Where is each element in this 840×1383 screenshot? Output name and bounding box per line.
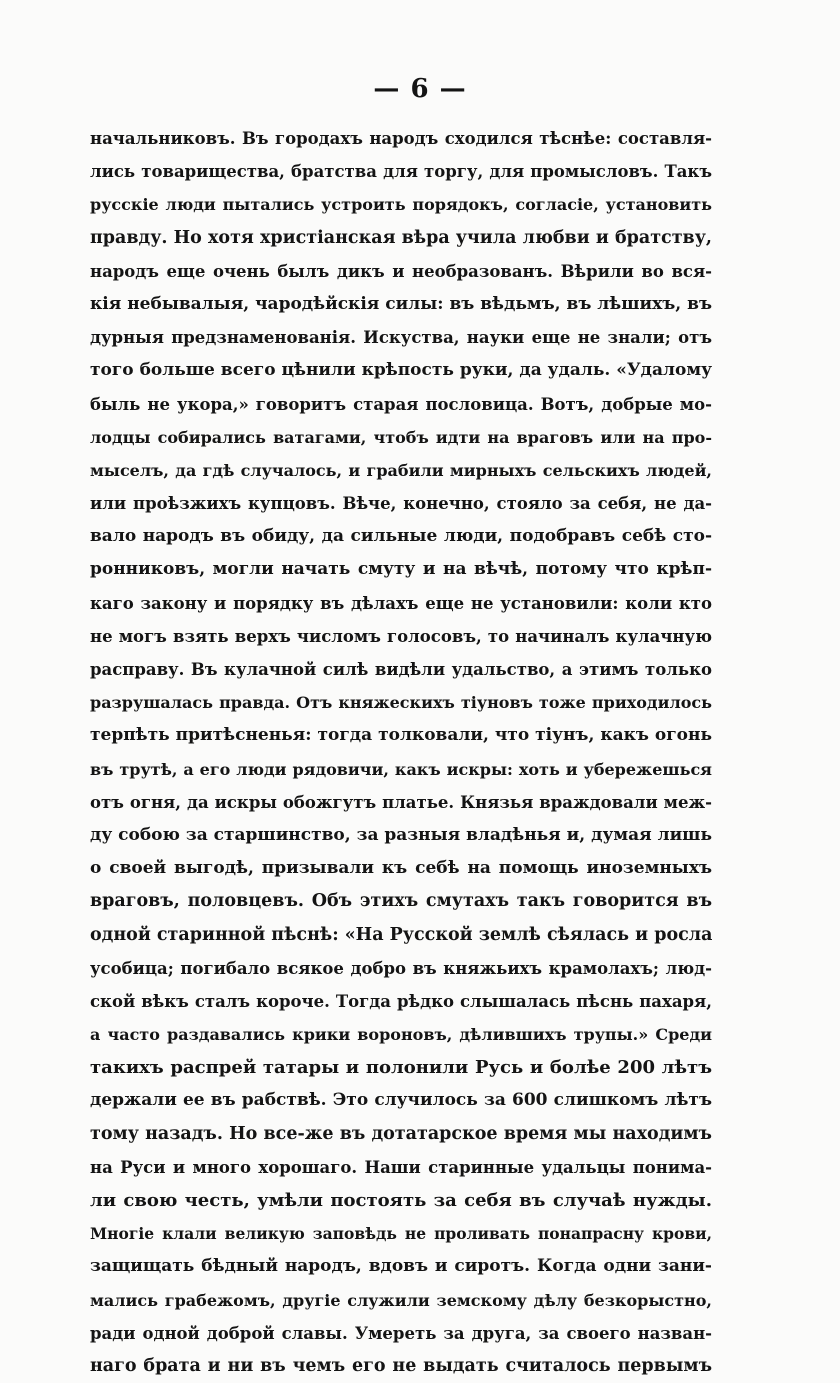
text-line: терпѣть притѣсненья: тогда толковали, что тіунъ, какъ огонь <box>90 725 712 746</box>
text-line: правду. Но хотя христіанская вѣра учила любви и братству, <box>90 227 712 248</box>
text-line: держали ее въ рабствѣ. Это случилось за 600 слишкомъ лѣтъ <box>90 1090 712 1111</box>
text-line: ради одной доброй славы. Умереть за друга, за своего назван- <box>90 1323 712 1343</box>
text-line: такихъ распрей татары и полонили Русь и болѣе 200 лѣтъ <box>90 1057 712 1079</box>
text-line: или проѣзжихъ купцовъ. Вѣче, конечно, стояло за себя, не да- <box>90 494 712 514</box>
text-line: лодцы собирались ватагами, чтобъ идти на враговъ или на про- <box>90 427 712 447</box>
text-line: не могъ взять верхъ числомъ голосовъ, то начиналъ кулачную <box>90 626 712 646</box>
text-line: Многіе клали великую заповѣдь не проливать понапрасну крови, <box>90 1224 712 1244</box>
text-line: мались грабежомъ, другіе служили земскому дѣлу безкорыстно, <box>90 1290 712 1310</box>
text-line: мыселъ, да гдѣ случалось, и грабили мирныхъ сельскихъ людей, <box>90 460 712 480</box>
text-line: наго брата и ни въ чемъ его не выдать считалось первымъ <box>90 1355 712 1376</box>
text-line: ли свою честь, умѣли постоять за себя въ случаѣ нужды. <box>90 1190 712 1211</box>
text-line: о своей выгодѣ, призывали къ себѣ на помощь иноземныхъ <box>90 858 712 879</box>
text-line: разрушалась правда. Отъ княжескихъ тіуновъ тоже приходилось <box>90 693 712 713</box>
text-line: русскіе люди пытались устроить порядокъ, согласіе, установить <box>90 195 712 215</box>
text-line: лись товарищества, братства для торгу, для промысловъ. Такъ <box>90 162 712 182</box>
body-text <box>90 122 712 1383</box>
text-line: быль не укора,» говоритъ старая пословица. Вотъ, добрые мо- <box>90 394 712 414</box>
text-line: въ трутѣ, а его люди рядовичи, какъ искры: хоть и убережешься <box>90 759 712 779</box>
text-line: тому назадъ. Но все-же въ дотатарское время мы находимъ <box>90 1123 712 1144</box>
text-line: на Руси и много хорошаго. Наши старинные удальцы понима- <box>90 1157 712 1177</box>
text-line: того больше всего цѣнили крѣпость руки, да удаль. «Удалому <box>90 360 712 381</box>
text-line: расправу. Въ кулачной силѣ видѣли удальство, а этимъ только <box>90 660 712 679</box>
text-line: народъ еще очень былъ дикъ и необразованъ. Вѣрили во вся- <box>90 261 712 281</box>
text-line: дурныя предзнаменованія. Искуства, науки еще не знали; отъ <box>90 328 712 348</box>
text-line: ду собою за старшинство, за разныя владѣнья и, думая лишь <box>90 824 712 845</box>
text-line: ской вѣкъ сталъ короче. Тогда рѣдко слышалась пѣснь пахаря, <box>90 991 712 1011</box>
text-line: а часто раздавались крики вороновъ, дѣлившихъ трупы.» Среди <box>90 1025 712 1045</box>
text-line: одной старинной пѣснѣ: «На Русской землѣ сѣялась и росла <box>90 924 712 945</box>
page-number: — 6 — <box>373 74 467 104</box>
text-line: защищать бѣдный народъ, вдовъ и сиротъ. Когда одни зани- <box>90 1256 712 1277</box>
text-line: вало народъ въ обиду, да сильные люди, подобравъ себѣ сто- <box>90 526 712 547</box>
text-line: ронниковъ, могли начать смуту и на вѣчѣ, потому что крѣп- <box>90 559 712 580</box>
text-line: начальниковъ. Въ городахъ народъ сходился тѣснѣе: составля- <box>90 129 712 148</box>
text-line: каго закону и порядку въ дѣлахъ еще не установили: коли кто <box>90 593 712 613</box>
text-line: отъ огня, да искры обожгутъ платье. Князья враждовали меж- <box>90 792 712 812</box>
text-line: кія небывалыя, чародѣйскія силы: въ вѣдьмъ, въ лѣшихъ, въ <box>90 293 712 314</box>
text-line: усобица; погибало всякое добро въ княжьихъ крамолахъ; люд- <box>90 958 712 978</box>
text-line: враговъ, половцевъ. Объ этихъ смутахъ такъ говорится въ <box>90 891 712 912</box>
